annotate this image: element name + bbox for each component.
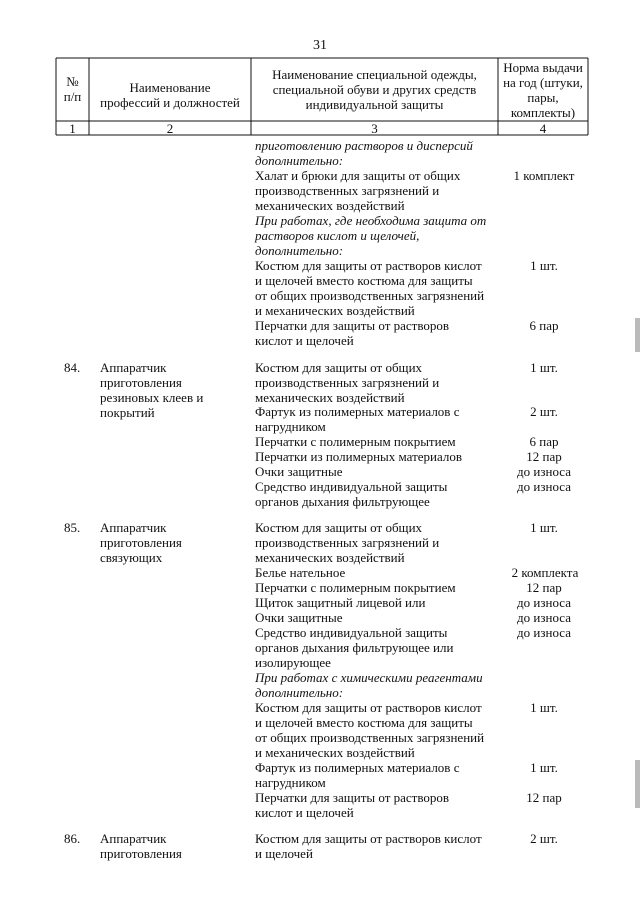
- header-profession: Наименование профессий и должностей: [100, 80, 240, 110]
- header-equipment: Наименование специальной одежды, специальной обуви и других средств индивидуальной защиты: [272, 67, 477, 112]
- equipment-item: Перчатки с полимерным покрытием: [255, 434, 456, 449]
- norm-value: до износа: [517, 610, 571, 625]
- equipment-item: Перчатки из полимерных материалов: [255, 449, 463, 464]
- equipment-item: Перчатки для защиты от растворов кислот и щелочей: [255, 790, 450, 820]
- norm-value: 2 комплекта: [511, 565, 579, 580]
- norm-value: 12 пар: [526, 580, 562, 595]
- entry-number: 85.: [64, 520, 81, 535]
- equipment-item: Костюм для защиты от растворов кислот и щелочей вместо костюма для защиты от общих производственных загрязнений и механических воздействий: [255, 700, 485, 760]
- norm-value: 1 комплект: [513, 168, 575, 183]
- norm-value: 1 шт.: [530, 520, 558, 535]
- equipment-item: Костюм для защиты от растворов кислот и щелочей вместо костюма для защиты от общих производственных загрязнений и механических воздействий: [255, 258, 485, 318]
- equipment-item: Белье нательное: [255, 565, 346, 580]
- equipment-item: Перчатки с полимерным покрытием: [255, 580, 456, 595]
- norm-value: 1 шт.: [530, 760, 558, 775]
- page-number: 31: [313, 38, 327, 53]
- norm-value: до износа: [517, 464, 571, 479]
- equipment-item: Фартук из полимерных материалов с нагрудником: [255, 760, 460, 790]
- norm-value: до износа: [517, 625, 571, 640]
- entry-number: 84.: [64, 360, 81, 375]
- norm-value: 2 шт.: [530, 404, 558, 419]
- norm-value: 12 пар: [526, 790, 562, 805]
- equipment-item: Халат и брюки для защиты от общих производственных загрязнений и механических воздействий: [255, 168, 461, 213]
- equipment-item: Перчатки для защиты от растворов кислот и щелочей: [255, 318, 450, 348]
- norm-value: 6 пар: [529, 434, 559, 449]
- norm-value: 1 шт.: [530, 360, 558, 375]
- condition-note: При работах с химическими реагентами дополнительно:: [255, 670, 483, 700]
- equipment-item: Средство индивидуальной защиты органов дыхания фильтрующее или изолирующее: [255, 625, 454, 670]
- scan-edge-mark: [635, 318, 640, 352]
- norm-value: 6 пар: [529, 318, 559, 333]
- header-norm: Норма выдачи на год (штуки, пары, комплекты): [503, 60, 583, 120]
- column-number-4: 4: [539, 121, 547, 136]
- header-number: № п/п: [63, 74, 82, 104]
- entry-number: 86.: [64, 831, 81, 846]
- continuation-line: приготовлению растворов и дисперсий дополнительно:: [255, 138, 473, 168]
- profession-name: Аппаратчик приготовления связующих: [100, 520, 182, 565]
- norm-value: до износа: [517, 479, 571, 494]
- equipment-item: Костюм для защиты от растворов кислот и щелочей: [255, 831, 482, 861]
- norm-value: 1 шт.: [530, 700, 558, 715]
- condition-note: При работах, где необходима защита от растворов кислот и щелочей, дополнительно:: [255, 213, 487, 258]
- profession-name: Аппаратчик приготовления резиновых клеев и покрытий: [100, 360, 204, 420]
- column-number-1: 1: [69, 121, 76, 136]
- norm-value: до износа: [517, 595, 571, 610]
- equipment-item: Фартук из полимерных материалов с нагрудником: [255, 404, 460, 434]
- norm-value: 2 шт.: [530, 831, 558, 846]
- equipment-item: Костюм для защиты от общих производственных загрязнений и механических воздействий: [255, 520, 440, 565]
- equipment-item: Очки защитные: [255, 610, 343, 625]
- norm-value: 12 пар: [526, 449, 562, 464]
- equipment-item: Костюм для защиты от общих производственных загрязнений и механических воздействий: [255, 360, 440, 405]
- equipment-item: Средство индивидуальной защиты органов дыхания фильтрующее: [255, 479, 448, 509]
- equipment-item: Щиток защитный лицевой или: [255, 595, 426, 610]
- column-number-3: 3: [371, 121, 378, 136]
- profession-name: Аппаратчик приготовления: [100, 831, 182, 861]
- norm-value: 1 шт.: [530, 258, 558, 273]
- column-number-2: 2: [166, 121, 174, 136]
- equipment-item: Очки защитные: [255, 464, 343, 479]
- scan-edge-mark: [635, 760, 640, 808]
